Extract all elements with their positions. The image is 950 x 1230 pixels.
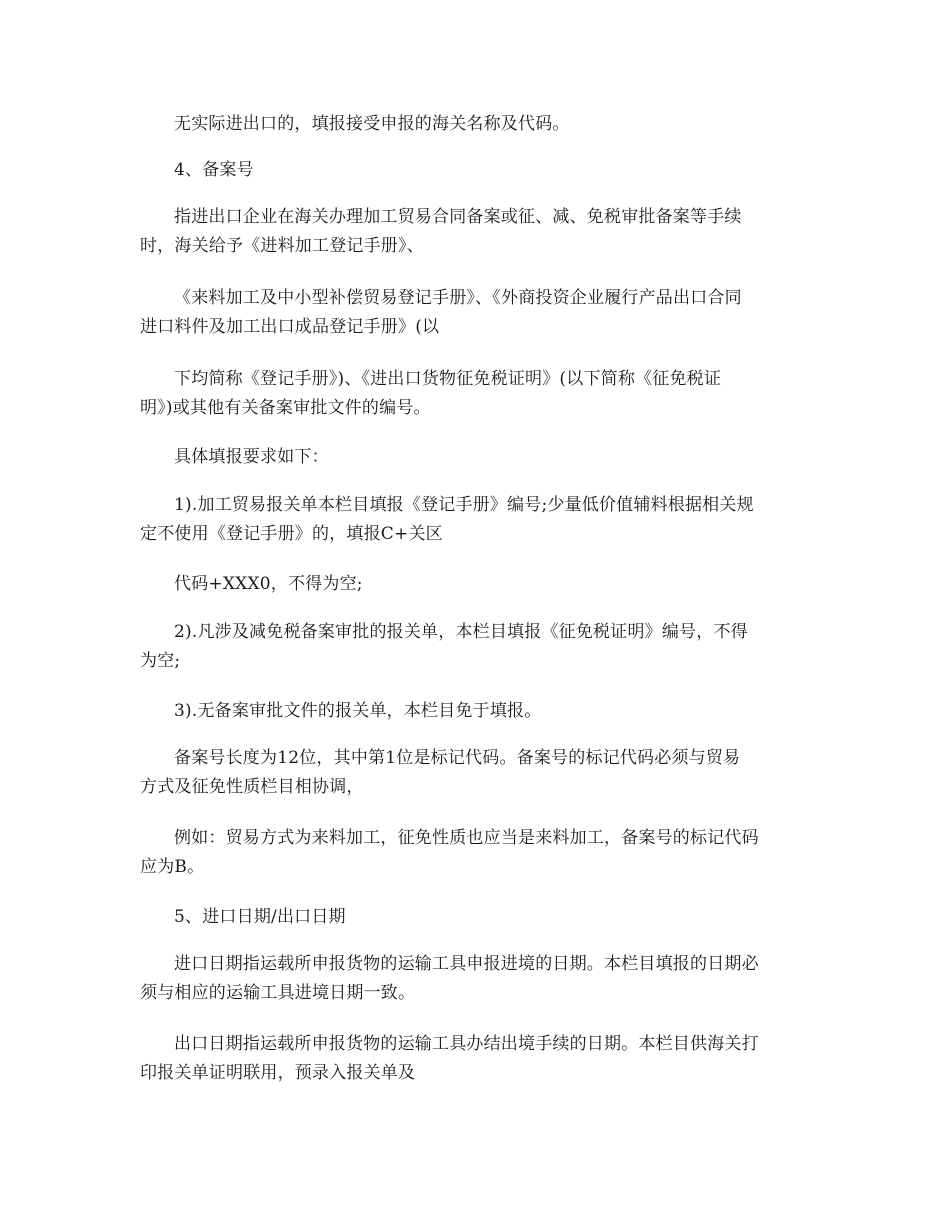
text-line: 备案号长度为12位，其中第1位是标记代码。备案号的标记代码必须与贸易 (174, 748, 741, 768)
text-line: 应为B。 (140, 857, 205, 877)
text-line: 出口日期指运载所申报货物的运输工具办结出境手续的日期。本栏目供海关打 (174, 1034, 759, 1054)
text-line: 为空; (140, 651, 181, 671)
text-line: 须与相应的运输工具进境日期一致。 (140, 983, 416, 1003)
text-line: 4、备案号 (174, 160, 254, 180)
text-line: 《来料加工及中小型补偿贸易登记手册》、《外商投资企业履行产品出口合同 (174, 288, 742, 308)
text-line: 3).无备案审批文件的报关单，本栏目免于填报。 (174, 701, 542, 721)
text-line: 明》)或其他有关备案审批文件的编号。 (140, 398, 431, 418)
text-line: 时，海关给予《进料加工登记手册》、 (140, 236, 424, 256)
text-line: 下均简称《登记手册》)、《进出口货物征免税证明》(以下简称《征免税证 (174, 369, 722, 389)
text-line: 方式及征免性质栏目相协调， (140, 777, 364, 797)
section-heading-import-export-date (140, 903, 812, 932)
text-line: 定不使用《登记手册》的，填报C+关区 (140, 524, 443, 544)
text-line: 无实际进出口的，填报接受申报的海关名称及代码。 (174, 114, 570, 134)
paragraph-requirements-intro (140, 443, 812, 472)
text-line: 进口日期指运载所申报货物的运输工具申报进境的日期。本栏目填报的日期必 (174, 954, 759, 974)
paragraph-import-date (140, 950, 812, 1008)
paragraph-requirement-1-continued (140, 570, 812, 599)
text-line: 5、进口日期/出口日期 (174, 907, 346, 927)
paragraph-abbreviations (140, 365, 812, 423)
paragraph-requirement-3 (140, 697, 812, 726)
paragraph-example (140, 824, 812, 882)
section-heading-record-number (140, 156, 812, 185)
text-line: 进口料件及加工出口成品登记手册》(以 (140, 317, 440, 337)
paragraph-record-number-definition (140, 203, 812, 261)
text-line: 印报关单证明联用，预录入报关单及 (140, 1063, 416, 1083)
text-line: 2).凡涉及减免税备案审批的报关单，本栏目填报《征免税证明》编号，不得 (174, 622, 748, 642)
paragraph-requirement-2 (140, 618, 812, 676)
paragraph-record-number-length (140, 744, 812, 802)
text-line: 1).加工贸易报关单本栏目填报《登记手册》编号;少量低价值辅料根据相关规 (174, 495, 754, 515)
text-line: 代码+XXX0，不得为空; (174, 574, 363, 594)
text-line: 例如：贸易方式为来料加工，征免性质也应当是来料加工，备案号的标记代码 (174, 828, 759, 848)
paragraph-requirement-1 (140, 491, 812, 549)
text-line: 具体填报要求如下： (174, 447, 329, 467)
text-line: 指进出口企业在海关办理加工贸易合同备案或征、减、免税审批备案等手续 (174, 207, 742, 227)
paragraph-export-date (140, 1030, 812, 1088)
paragraph-no-actual-import-export (140, 110, 812, 139)
paragraph-handbook-types (140, 284, 812, 342)
